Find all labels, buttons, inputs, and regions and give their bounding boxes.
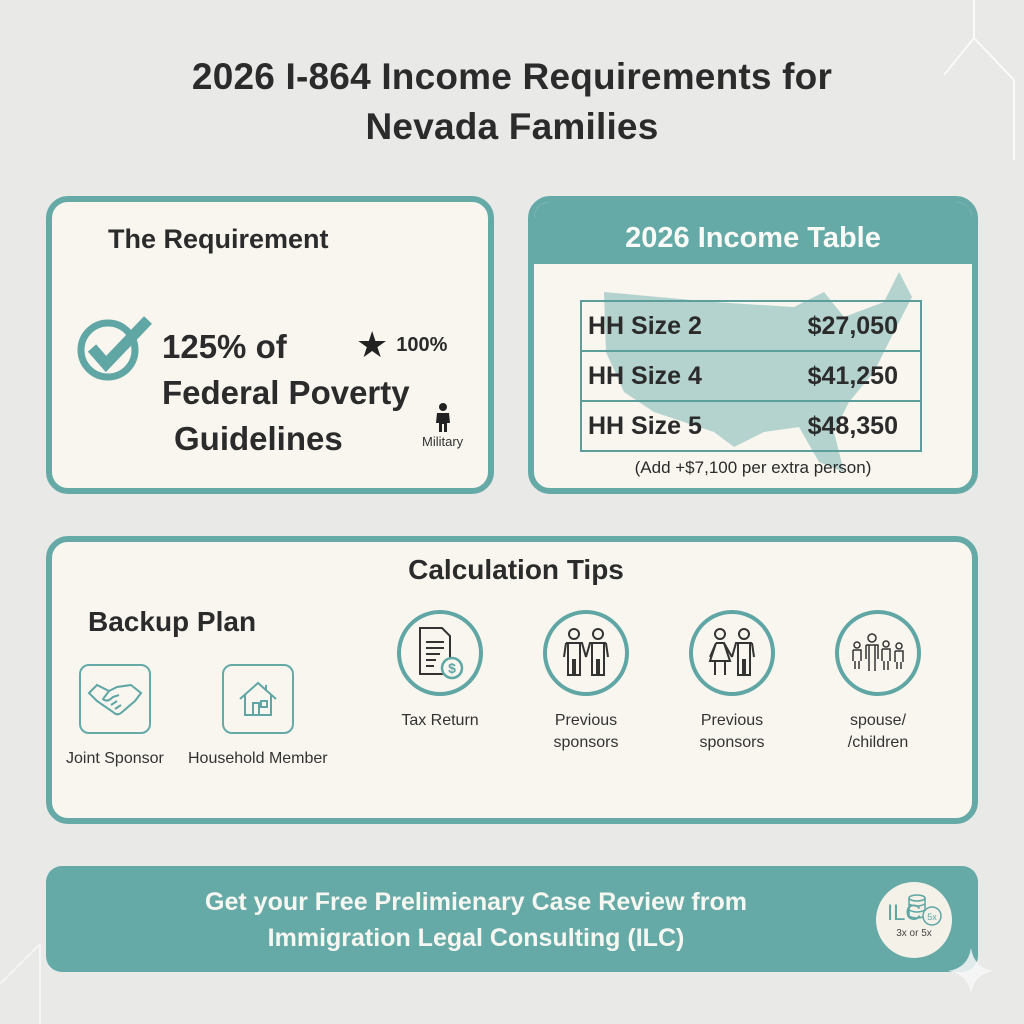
page-title bbox=[0, 52, 1024, 152]
tips-heading: Calculation Tips bbox=[408, 554, 624, 585]
income-table bbox=[580, 300, 922, 452]
income-amount: $27,050 bbox=[756, 301, 921, 351]
table-row bbox=[581, 351, 921, 401]
title-line-2: Nevada Families bbox=[365, 106, 659, 147]
ilc-coins-icon bbox=[885, 890, 943, 930]
military-percent: 100% bbox=[396, 333, 448, 356]
income-table-heading: 2026 Income Table bbox=[534, 202, 972, 264]
ilc-badge-note: 3x or 5x bbox=[896, 928, 932, 939]
two-people-icon bbox=[558, 627, 614, 679]
couple-icon bbox=[704, 627, 760, 679]
backup-item-joint-sponsor bbox=[66, 664, 164, 768]
ilc-logo-badge bbox=[876, 882, 952, 958]
title-line-1: 2026 I-864 Income Requirements for bbox=[191, 56, 833, 97]
military-label: Military bbox=[422, 434, 464, 449]
star-icon: ★ bbox=[356, 324, 389, 365]
backup-label: Joint Sponsor bbox=[66, 750, 164, 767]
income-amount: $41,250 bbox=[756, 351, 921, 401]
person-icon bbox=[433, 402, 453, 432]
backup-label: Household Member bbox=[188, 750, 328, 767]
income-amount: $48,350 bbox=[756, 401, 921, 451]
backup-item-household-member bbox=[188, 664, 328, 768]
calculation-tips-card bbox=[46, 536, 978, 824]
military-note bbox=[422, 402, 463, 449]
check-circle-icon bbox=[74, 312, 154, 382]
military-percent-badge bbox=[356, 324, 448, 365]
house-icon bbox=[236, 679, 280, 719]
requirement-main-text: 125% of Federal Poverty Guidelines bbox=[162, 328, 410, 457]
svg-text:$: $ bbox=[448, 660, 456, 676]
sparkle-icon bbox=[948, 948, 994, 994]
requirement-heading: The Requirement bbox=[108, 224, 329, 254]
extra-person-note: (Add +$7,100 per extra person) bbox=[634, 458, 872, 477]
table-row bbox=[581, 301, 921, 351]
tip-label: spouse/ /children bbox=[847, 712, 909, 751]
handshake-icon bbox=[87, 679, 143, 719]
tip-label: Tax Return bbox=[401, 712, 479, 729]
household-size: HH Size 5 bbox=[581, 401, 756, 451]
svg-text:ILC: ILC bbox=[887, 900, 922, 925]
requirement-card bbox=[46, 196, 494, 494]
cta-text[interactable]: Get your Free Prelimienary Case Review from Immigration Legal Consulting (ILC) bbox=[205, 888, 747, 952]
tip-item-previous-sponsors bbox=[516, 610, 656, 754]
family-icon bbox=[850, 633, 906, 673]
household-size: HH Size 4 bbox=[581, 351, 756, 401]
tip-item-previous-sponsors-couple bbox=[662, 610, 802, 754]
tip-item-spouse-children bbox=[808, 610, 948, 754]
svg-text:5x: 5x bbox=[927, 912, 937, 922]
backup-plan-heading: Backup Plan bbox=[88, 606, 257, 637]
household-size: HH Size 2 bbox=[581, 301, 756, 351]
cta-banner[interactable] bbox=[46, 866, 978, 972]
tip-label: Previous sponsors bbox=[699, 712, 765, 751]
tip-item-tax-return bbox=[370, 610, 510, 732]
tax-document-icon bbox=[416, 626, 464, 680]
income-table-card bbox=[528, 196, 978, 494]
tip-label: Previous sponsors bbox=[553, 712, 619, 751]
table-row bbox=[581, 401, 921, 451]
